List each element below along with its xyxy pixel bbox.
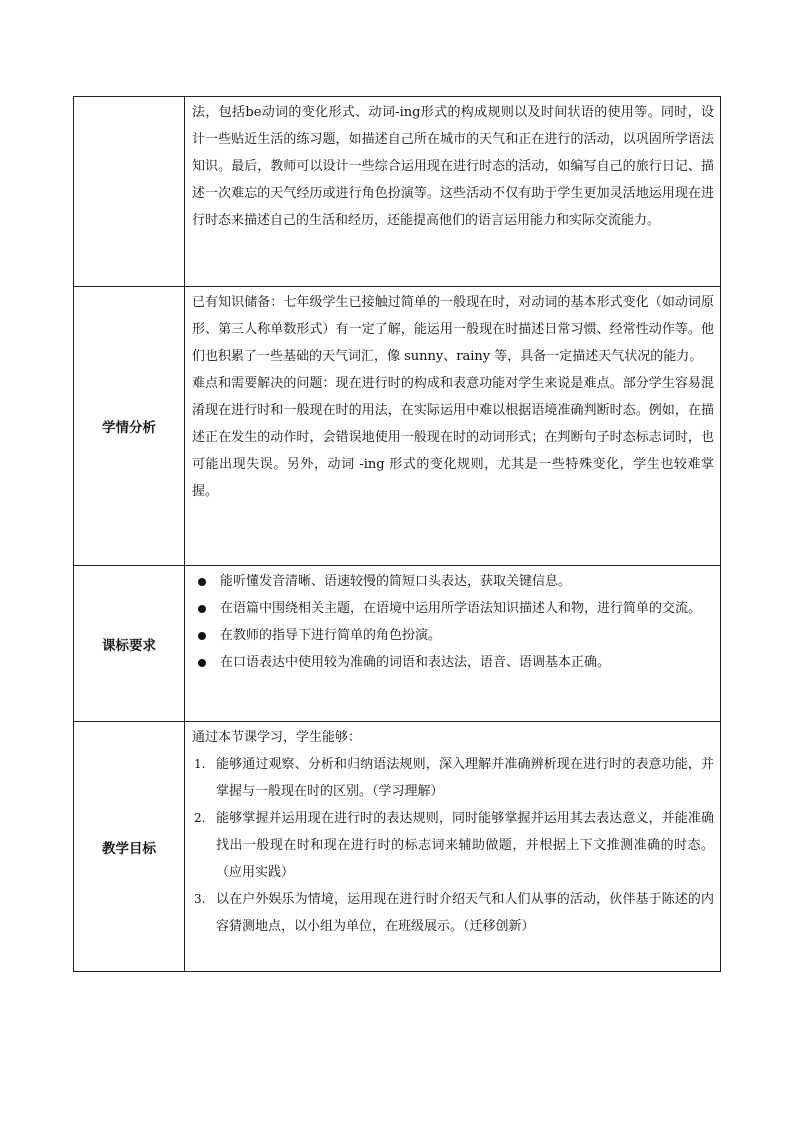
bullet-icon	[198, 659, 206, 667]
row-header-empty	[74, 97, 185, 287]
difficulties-paragraph: 难点和需要解决的问题：现在进行时的构成和表意功能对学生来说是难点。部分学生容易混淆现在进行时和一般现在时的用法，在实际运用中难以根据语境准确判断时态。例如，在描述正在发生的动作时，会错误地使用一般现在时的动词形式；在判断句子时态标志词时，也可能出现失误。另外，动词 -ing 形式的变化规则，尤其是一些特殊变化，学生也较难掌握。	[192, 376, 714, 499]
continued-paragraph: 法，包括be动词的变化形式、动词-ing形式的构成规则以及时间状语的使用等。同时，设计一些贴近生活的练习题，如描述自己所在城市的天气和正在进行的活动，以巩固所学语法知识。最后，教师可以设计一些综合运用现在进行时态的活动，如编写自己的旅行日记、描述一次难忘的天气经历或进行角色扮演等。这些活动不仅有助于学生更加灵活地运用现在进行时态来描述自己的生活和经历，还能提高他们的语言运用能力和实际交流能力。	[192, 105, 714, 228]
list-item: 在口语表达中使用较为准确的词语和表达法，语音、语调基本正确。	[192, 649, 714, 676]
objectives-intro: 通过本节课学习，学生能够：	[192, 730, 362, 745]
list-item: 2. 能够掌握并运用现在进行时的表达规则，同时能够掌握并运用其去表达意义，并能准确找出一般现在时和现在进行时的标志词来辅助做题，并根据上下文推测准确的时态。（应用实践）	[194, 811, 714, 880]
list-item: 在语篇中围绕相关主题，在语境中运用所学语法知识描述人和物，进行简单的交流。	[192, 595, 714, 622]
lesson-plan-table	[73, 96, 721, 972]
table-row-continued	[74, 97, 721, 287]
table-row-student-analysis	[74, 287, 721, 566]
list-item: 3. 以在户外娱乐为情境，运用现在进行时介绍天气和人们从事的活动，伙伴基于陈述的内容猜测地点，以小组为单位，在班级展示。（迁移创新）	[194, 892, 714, 934]
row-header-objectives: 教学目标	[74, 722, 185, 972]
row-body-objectives	[185, 722, 721, 972]
list-item: 在教师的指导下进行简单的角色扮演。	[192, 622, 714, 649]
prior-knowledge-paragraph: 已有知识储备：七年级学生已接触过简单的一般现在时，对动词的基本形式变化（如动词原形、第三人称单数形式）有一定了解，能运用一般现在时描述日常习惯、经常性动作等。他们也积累了一些基础的天气词汇，像 sunny、rainy 等，具备一定描述天气状况的能力。	[192, 295, 714, 364]
objectives-list	[192, 751, 714, 940]
row-header-curriculum: 课标要求	[74, 566, 185, 722]
table-row-objectives	[74, 722, 721, 972]
curriculum-list	[192, 568, 714, 676]
row-header-student-analysis: 学情分析	[74, 287, 185, 566]
table-row-curriculum	[74, 566, 721, 722]
bullet-icon	[198, 605, 206, 613]
list-item: 能听懂发音清晰、语速较慢的简短口头表达，获取关键信息。	[192, 568, 714, 595]
row-body-curriculum	[185, 566, 721, 722]
list-item: 1. 能够通过观察、分析和归纳语法规则，深入理解并准确辨析现在进行时的表意功能，并掌握与一般现在时的区别。（学习理解）	[194, 757, 714, 799]
bullet-icon	[198, 578, 206, 586]
row-body-student-analysis	[185, 287, 721, 566]
row-body-continued	[185, 97, 721, 287]
bullet-icon	[198, 632, 206, 640]
